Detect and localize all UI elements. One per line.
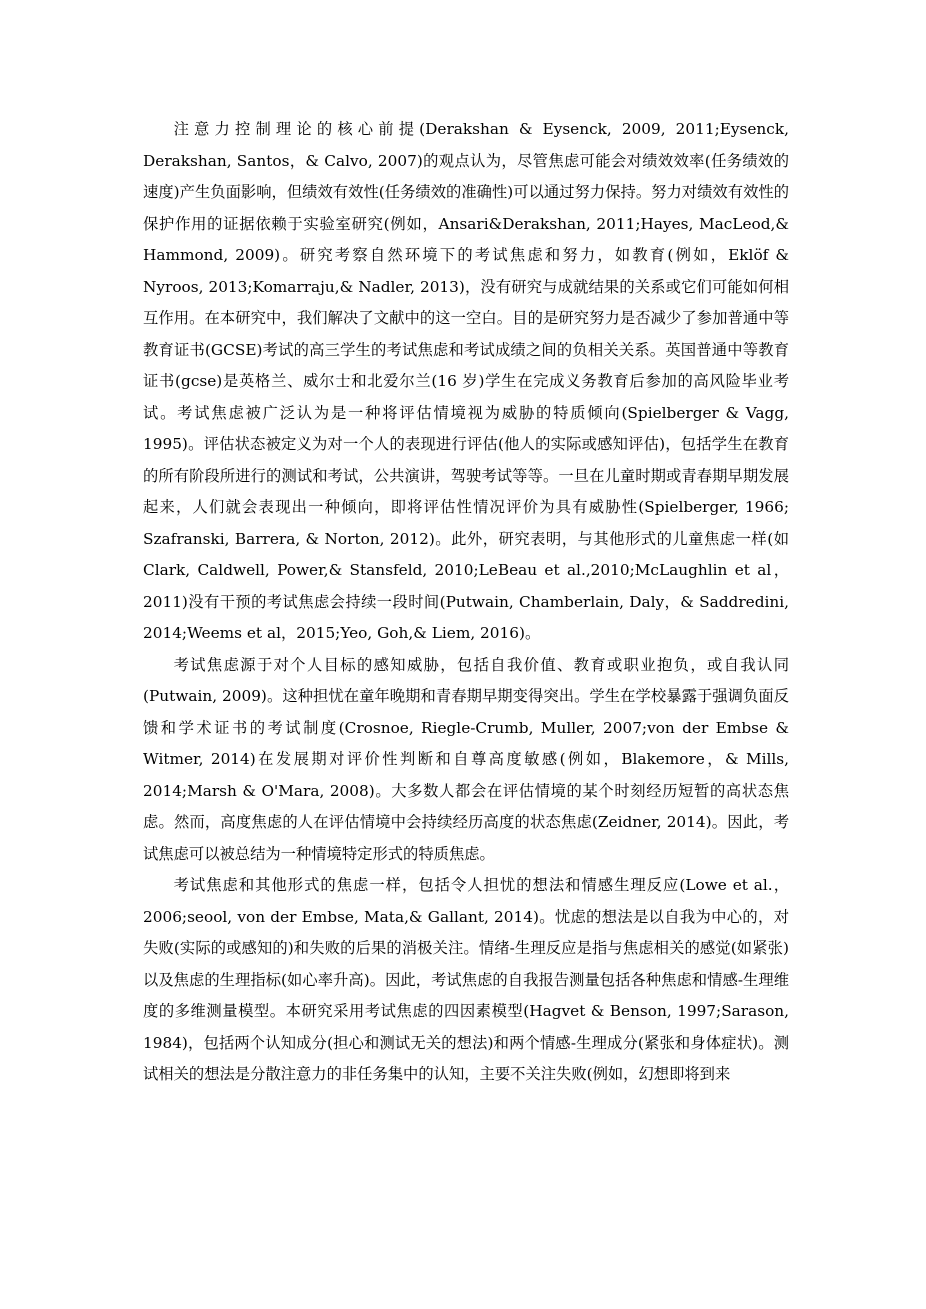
document-body: [143, 114, 789, 1091]
paragraph-test-anxiety-origin: 考试焦虑源于对个人目标的感知威胁，包括自我价值、教育或职业抱负，或自我认同(Putwain, 2009)。这种担忧在童年晚期和青春期早期变得突出。学生在学校暴露于强调负面反馈和学术证书的考试制度(Crosnoe, Riegle-Crumb, Muller, 2007;von der Embse & Witmer, 2014)在发展期对评价性判断和自尊高度敏感(例如，Blakemore，& Mills, 2014;Marsh & O'Mara, 2008)。大多数人都会在评估情境的某个时刻经历短暂的高状态焦虑。然而，高度焦虑的人在评估情境中会持续经历高度的状态焦虑(Zeidner, 2014)。因此，考试焦虑可以被总结为一种情境特定形式的特质焦虑。: [143, 655, 789, 863]
paragraph-test-anxiety-components: 考试焦虑和其他形式的焦虑一样，包括令人担忧的想法和情感生理反应(Lowe et al.，2006;seool, von der Embse, Mata,& Gallant, 2014)。忧虑的想法是以自我为中心的，对失败(实际的或感知的)和失败的后果的消极关注。情绪-生理反应是指与焦虑相关的感觉(如紧张)以及焦虑的生理指标(如心率升高)。因此，考试焦虑的自我报告测量包括各种焦虑和情感-生理维度的多维测量模型。本研究采用考试焦虑的四因素模型(Hagvet & Benson, 1997;Sarason, 1984)，包括两个认知成分(担心和测试无关的想法)和两个情感-生理成分(紧张和身体症状)。测试相关的想法是分散注意力的非任务集中的认知，主要不关注失败(例如，幻想即将到来: [143, 876, 789, 1083]
paragraph-attentional-control: 注意力控制理论的核心前提(Derakshan & Eysenck, 2009, 2011;Eysenck, Derakshan, Santos，& Calvo, 2007)的观点认为，尽管焦虑可能会对绩效效率(任务绩效的速度)产生负面影响，但绩效有效性(任务绩效的准确性)可以通过努力保持。努力对绩效有效性的保护作用的证据依赖于实验室研究(例如，Ansari&Derakshan, 2011;Hayes, MacLeod,& Hammond, 2009)。研究考察自然环境下的考试焦虑和努力，如教育(例如，Eklöf & Nyroos, 2013;Komarraju,& Nadler, 2013)，没有研究与成就结果的关系或它们可能如何相互作用。在本研究中，我们解决了文献中的这一空白。目的是研究努力是否减少了参加普通中等教育证书(GCSE)考试的高三学生的考试焦虑和考试成绩之间的负相关关系。英国普通中等教育证书(gcse)是英格兰、威尔士和北爱尔兰(16 岁)学生在完成义务教育后参加的高风险毕业考试。考试焦虑被广泛认为是一种将评估情境视为威胁的特质倾向(Spielberger & Vagg, 1995)。评估状态被定义为对一个人的表现进行评估(他人的实际或感知评估)，包括学生在教育的所有阶段所进行的测试和考试，公共演讲，驾驶考试等等。一旦在儿童时期或青春期早期发展起来，人们就会表现出一种倾向，即将评估性情况评价为具有威胁性(Spielberger, 1966; Szafranski, Barrera, & Norton, 2012)。此外，研究表明，与其他形式的儿童焦虑一样(如 Clark, Caldwell, Power,& Stansfeld, 2010;LeBeau et al.,2010;McLaughlin et al，2011)没有干预的考试焦虑会持续一段时间(Putwain, Chamberlain, Daly，& Saddredini, 2014;Weems et al，2015;Yeo, Goh,& Liem, 2016)。: [143, 120, 789, 642]
